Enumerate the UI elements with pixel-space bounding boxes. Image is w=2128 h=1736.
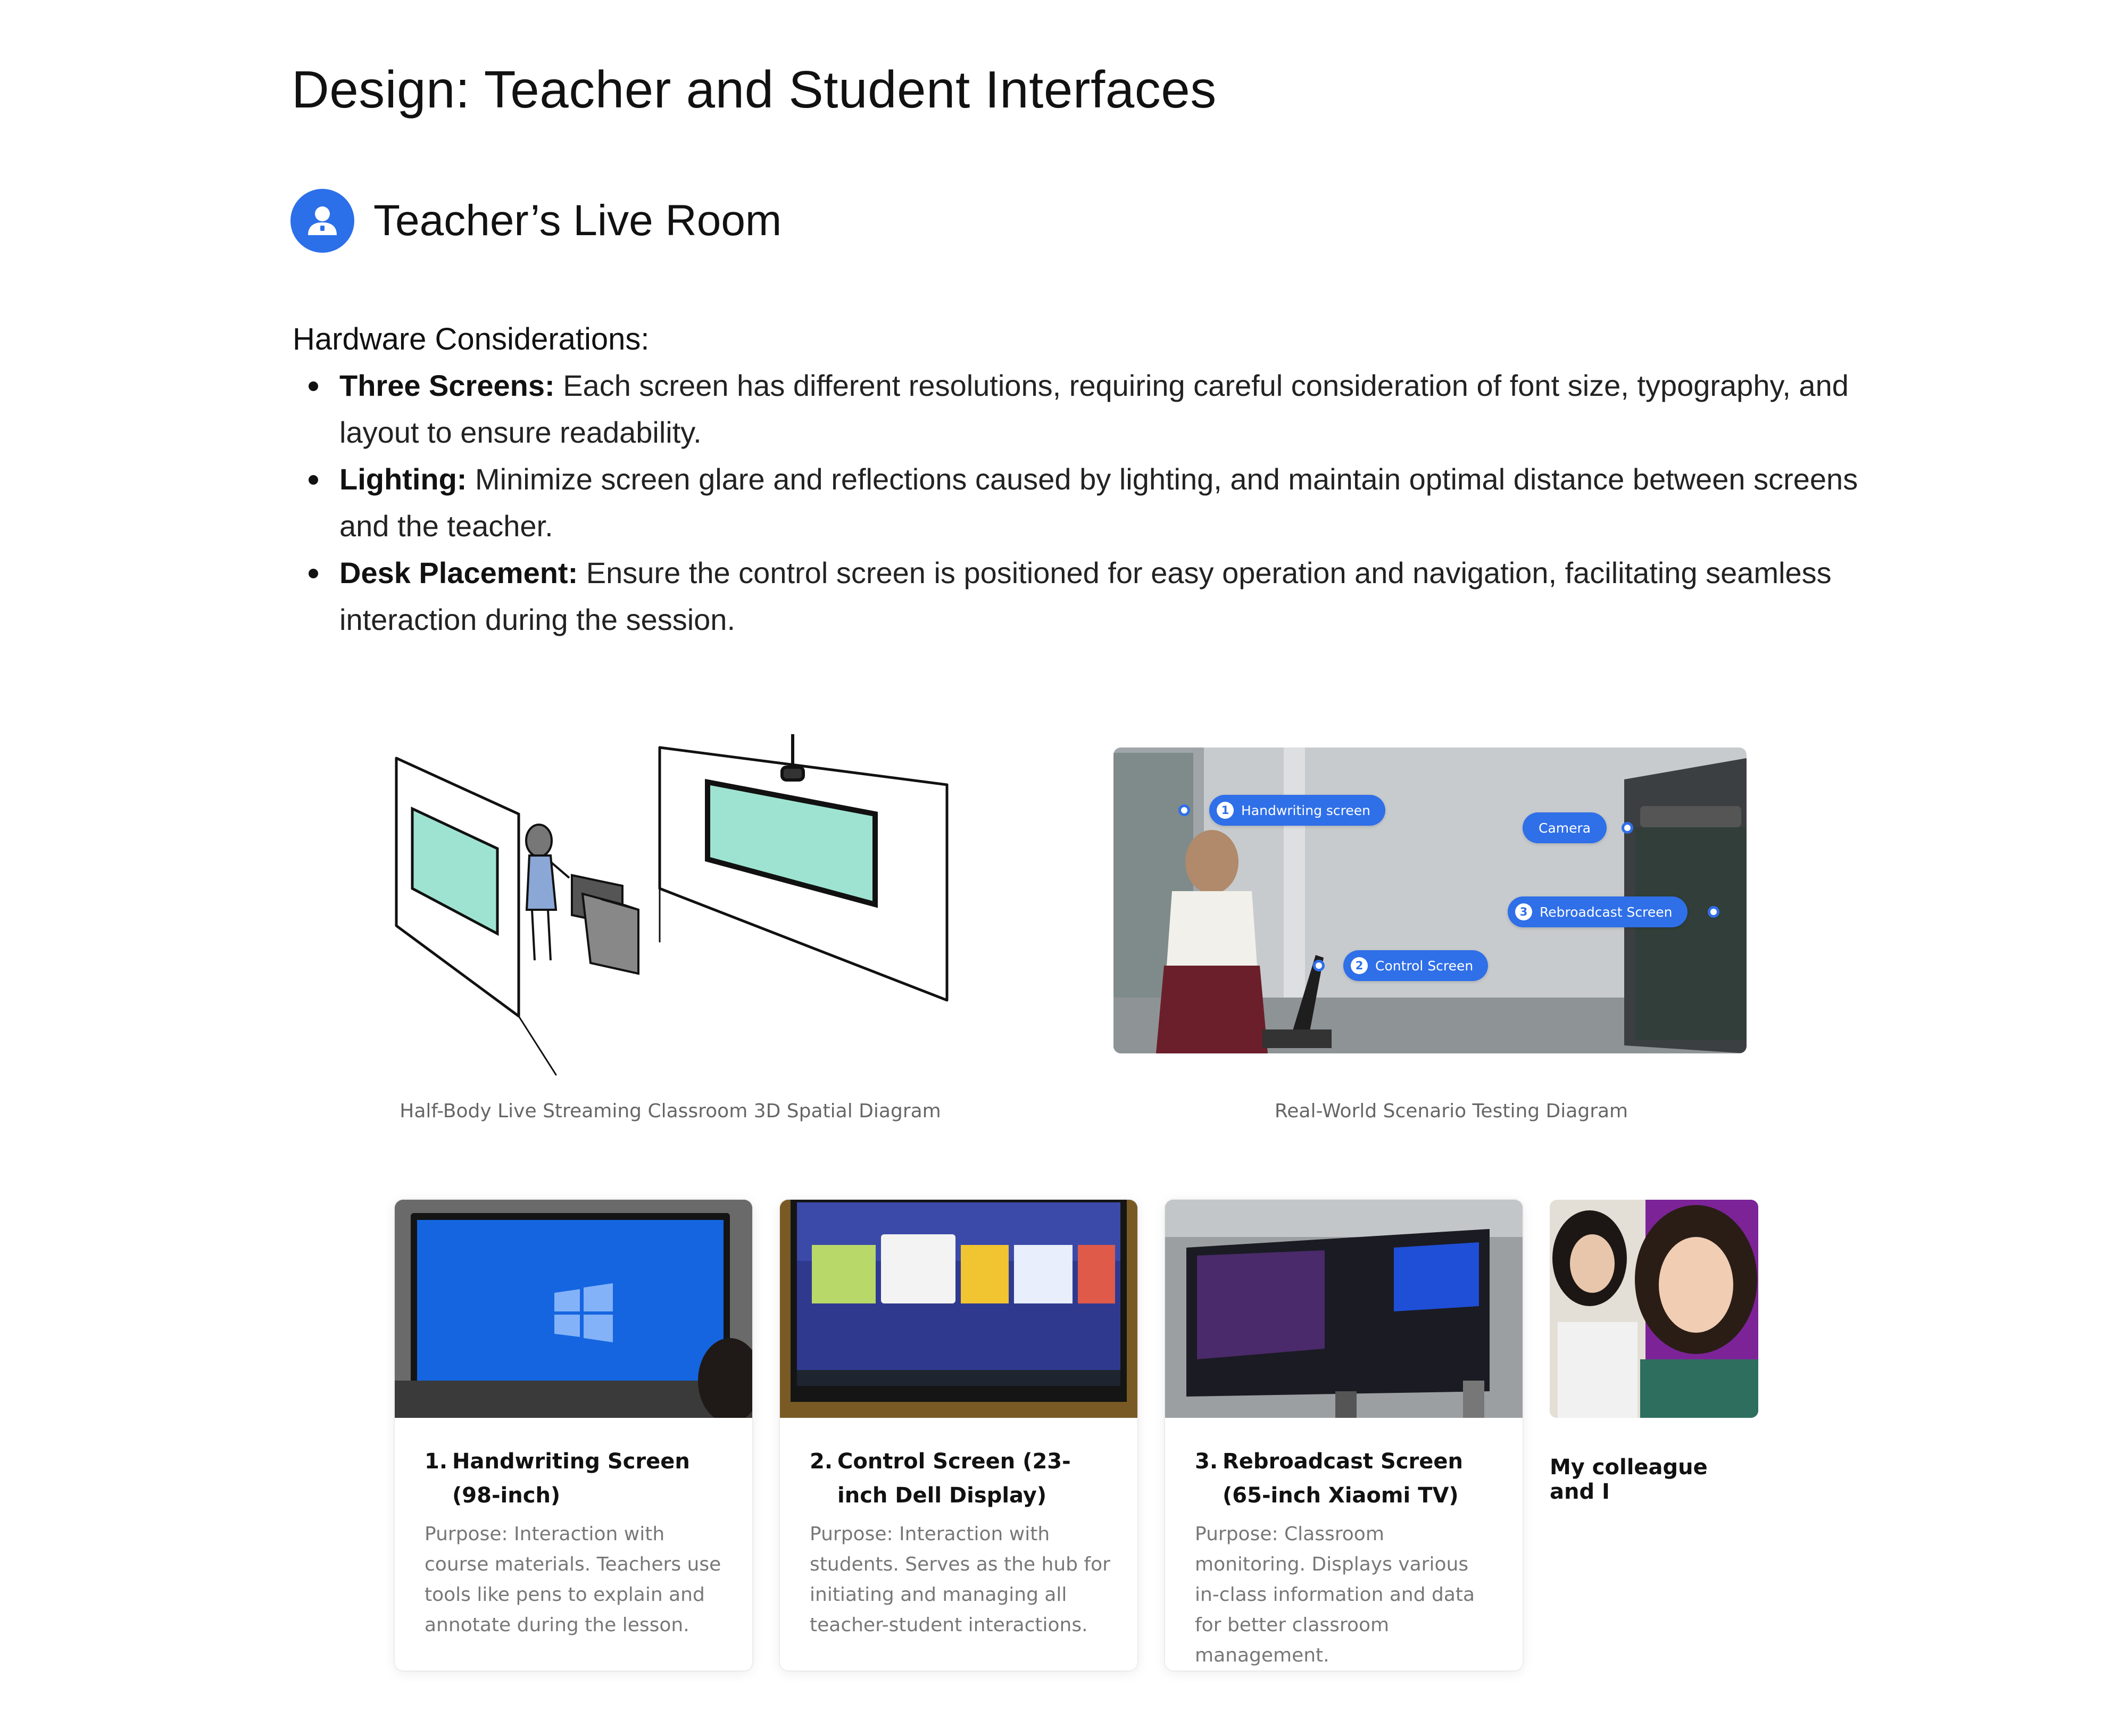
list-item — [293, 456, 1862, 550]
card-number: 3. — [1195, 1449, 1218, 1474]
bullet-icon — [309, 569, 318, 578]
label-text: Control Screen — [1375, 958, 1474, 974]
card-number: 2. — [810, 1449, 833, 1474]
hardware-list — [293, 362, 1862, 643]
card-title-text: Handwriting Screen (98-inch) — [452, 1449, 690, 1508]
bullet-icon — [309, 475, 318, 485]
camera-dot — [1622, 822, 1633, 834]
card-title-text: Control Screen (23-inch Dell Display) — [837, 1449, 1071, 1508]
bullet-icon — [309, 381, 318, 391]
page-title: Design: Teacher and Student Interfaces — [292, 60, 1217, 119]
colleague-section — [1550, 1200, 1758, 1504]
list-item — [293, 550, 1862, 643]
handwriting-screen-photo — [395, 1200, 752, 1418]
card-title — [1195, 1444, 1496, 1513]
scenario-photo — [1113, 747, 1747, 1053]
item-lead: Desk Placement: — [339, 556, 578, 590]
camera-label — [1523, 812, 1607, 843]
card-description: Purpose: Interaction with course materials. Teachers use tools like pens to explain and annotate during the lesson. — [425, 1523, 721, 1636]
colleague-caption: My colleague and I — [1550, 1455, 1708, 1504]
photo-caption: Real-World Scenario Testing Diagram — [1274, 1100, 1628, 1122]
card-description: Purpose: Interaction with students. Serves as the hub for initiating and managing all teacher-student interactions. — [810, 1523, 1110, 1636]
hardware-considerations — [293, 319, 1862, 643]
handwriting-dot — [1178, 804, 1190, 816]
rebroadcast-dot — [1708, 906, 1719, 918]
handwriting-screen-image — [395, 1200, 752, 1418]
label-text: Rebroadcast Screen — [1540, 904, 1673, 920]
label-number: 3 — [1515, 903, 1532, 920]
person-icon — [290, 189, 354, 253]
handwriting-label — [1209, 795, 1385, 826]
item-lead: Three Screens: — [339, 369, 555, 403]
label-text: Handwriting screen — [1241, 802, 1371, 818]
card-title-text: Rebroadcast Screen (65-inch Xiaomi TV) — [1223, 1449, 1463, 1508]
colleague-photo — [1550, 1200, 1758, 1418]
card-title — [810, 1444, 1111, 1513]
label-text: Camera — [1539, 820, 1591, 836]
item-text: Minimize screen glare and reflections caused by lighting, and maintain optimal distance between screens and the teacher. — [339, 462, 1858, 543]
colleague-image — [1550, 1200, 1758, 1418]
rebroadcast-screen-card — [1165, 1200, 1523, 1671]
item-text: Ensure the control screen is positioned for easy operation and navigation, facilitating seamless interaction during the session. — [339, 556, 1832, 637]
card-description: Purpose: Classroom monitoring. Displays various in-class information and data for better classroom management. — [1195, 1523, 1475, 1666]
handwriting-screen-card — [395, 1200, 752, 1671]
control-screen-image — [780, 1200, 1137, 1418]
label-number: 2 — [1351, 957, 1368, 974]
section-heading — [290, 189, 782, 253]
rebroadcast-screen-image — [1165, 1200, 1523, 1418]
card-title — [425, 1444, 726, 1513]
control-label — [1343, 950, 1488, 981]
sketch-caption: Half-Body Live Streaming Classroom 3D Spatial Diagram — [400, 1100, 941, 1122]
item-lead: Lighting: — [339, 462, 467, 496]
list-item — [293, 362, 1862, 456]
classroom-sketch-diagram — [388, 734, 952, 1080]
control-dot — [1313, 960, 1325, 971]
label-number: 1 — [1217, 802, 1234, 819]
control-screen-photo — [780, 1200, 1137, 1418]
card-number: 1. — [425, 1449, 448, 1474]
control-screen-card — [780, 1200, 1137, 1671]
item-text: Each screen has different resolutions, requiring careful consideration of font size, typography, and layout to ensure readability. — [339, 369, 1849, 450]
rebroadcast-label — [1508, 896, 1688, 927]
rebroadcast-screen-photo — [1165, 1200, 1523, 1418]
hardware-title: Hardware Considerations: — [293, 322, 650, 356]
section-title: Teacher’s Live Room — [373, 196, 782, 245]
